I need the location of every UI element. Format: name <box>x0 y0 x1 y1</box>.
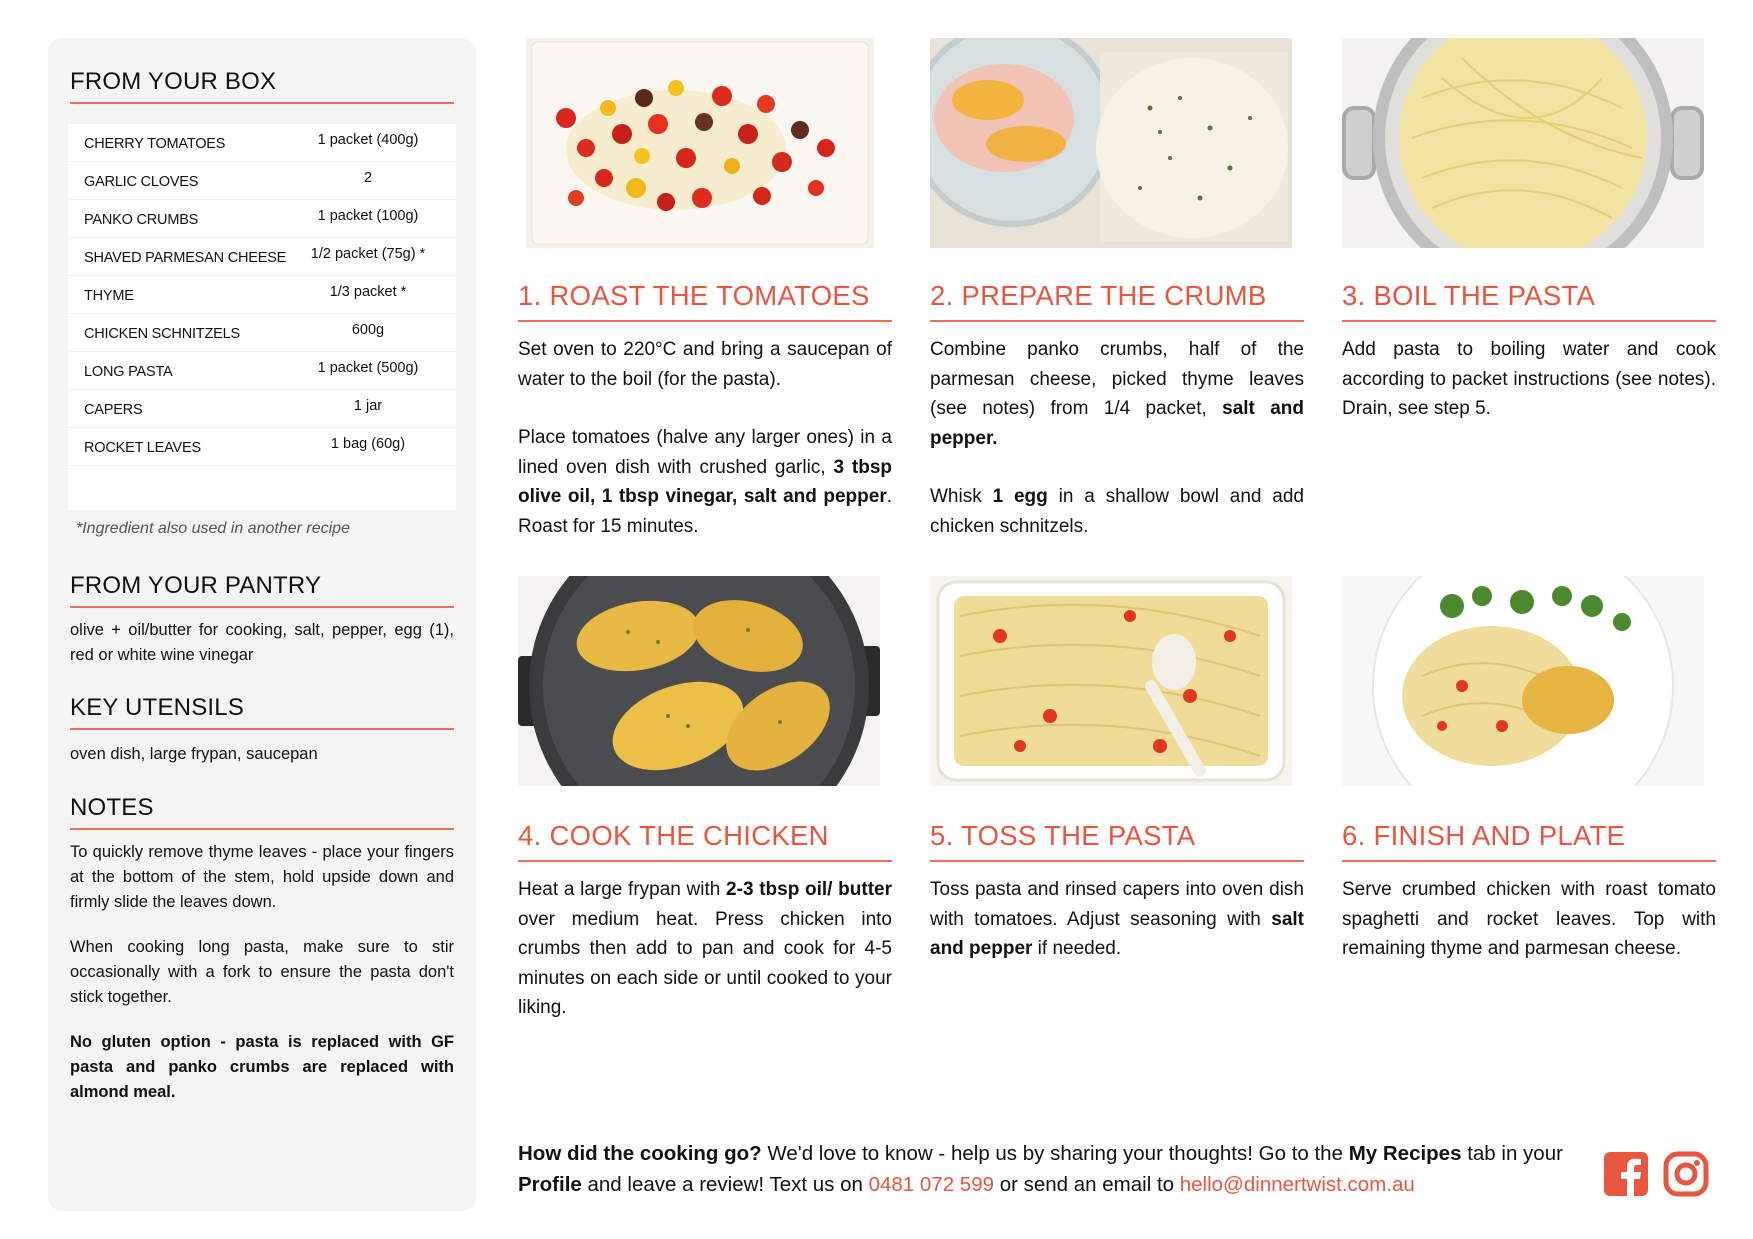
ingredient-row <box>68 124 456 162</box>
notes-body <box>70 840 454 1125</box>
step-2-body <box>930 335 1304 570</box>
step-5-body <box>930 875 1304 993</box>
step-1-para-1: Set oven to 220°C and bring a saucepan of water to the boil (for the pasta). <box>518 339 892 390</box>
pantry-title: FROM YOUR PANTRY <box>70 572 454 608</box>
feedback-footer: How did the cooking go? We'd love to know - help us by sharing your thoughts! Go to the My Recipes tab in your Profile and leave a review! Text us on 0481 072 599 or send an email to hello@dinnertwist.com.au <box>518 1142 1563 1196</box>
utensils-title: KEY UTENSILS <box>70 694 454 730</box>
pasta-pot-photo <box>1342 38 1704 248</box>
ingredient-qty: 1 packet (400g) <box>317 132 419 148</box>
step-3-body <box>1342 335 1716 453</box>
instagram-icon[interactable] <box>1662 1150 1712 1200</box>
footer-question: How did the cooking go? <box>518 1142 762 1165</box>
ingredient-row <box>68 428 456 466</box>
ingredient-name: CHICKEN SCHNITZELS <box>84 326 240 342</box>
pantry-text: olive + oil/butter for cooking, salt, pepper, egg (1), red or white wine vinegar <box>70 621 454 664</box>
ingredient-name: GARLIC CLOVES <box>84 174 199 190</box>
ingredient-qty: 1 bag (60g) <box>330 436 406 452</box>
ingredient-footnote: *Ingredient also used in another recipe <box>76 520 350 537</box>
ingredient-name: PANKO CRUMBS <box>84 212 199 228</box>
pasta-oven-dish-photo <box>930 576 1292 786</box>
ingredient-qty: 1 jar <box>353 398 383 414</box>
email-link[interactable]: hello@dinnertwist.com.au <box>1179 1173 1415 1196</box>
step-4-title: 4. COOK THE CHICKEN <box>518 820 892 862</box>
step-6-body <box>1342 875 1716 993</box>
step-3-title: 3. BOIL THE PASTA <box>1342 280 1716 322</box>
ingredient-qty: 1/2 packet (75g) * <box>310 246 426 262</box>
step-6-title: 6. FINISH AND PLATE <box>1342 820 1716 862</box>
plated-dish-photo <box>1342 576 1704 786</box>
ingredient-qty: 1 packet (100g) <box>317 208 419 224</box>
crumbed-chicken-frypan-photo <box>518 576 880 786</box>
profile-label: Profile <box>518 1173 582 1196</box>
ingredient-row <box>68 238 456 276</box>
ingredient-name: CHERRY TOMATOES <box>84 136 226 152</box>
ingredient-row <box>68 314 456 352</box>
step-2-para-1: Combine panko crumbs, half of the parmesan cheese, picked thyme leaves (see notes) from 1/4 packet, salt and pepper. <box>930 339 1304 449</box>
ingredient-name: LONG PASTA <box>84 364 173 380</box>
step-1-title: 1. ROAST THE TOMATOES <box>518 280 892 322</box>
ingredient-name: THYME <box>84 288 134 304</box>
utensils-text: oven dish, large frypan, saucepan <box>70 745 318 763</box>
ingredient-name: ROCKET LEAVES <box>84 440 201 456</box>
ingredient-row <box>68 200 456 238</box>
phone-link[interactable]: 0481 072 599 <box>868 1173 994 1196</box>
ingredient-row <box>68 390 456 428</box>
note-item: To quickly remove thyme leaves - place your fingers at the bottom of the stem, hold upside down and firmly slide the leaves down. <box>70 843 454 911</box>
note-item: No gluten option - pasta is replaced with GF pasta and panko crumbs are replaced with almond meal. <box>70 1033 454 1101</box>
facebook-icon[interactable] <box>1602 1150 1652 1200</box>
ingredient-row <box>68 162 456 200</box>
step-6-para-1: Serve crumbed chicken with roast tomato spaghetti and rocket leaves. Top with remaining thyme and parmesan cheese. <box>1342 879 1716 959</box>
ingredient-row <box>68 276 456 314</box>
step-4-para-1: Heat a large frypan with 2-3 tbsp oil/ butter over medium heat. Press chicken into crumbs then add to pan and cook for 4-5 minutes on each side or until cooked to your liking. <box>518 879 892 1018</box>
ingredient-qty: 2 <box>363 170 373 186</box>
ingredient-qty: 1 packet (500g) <box>317 360 419 376</box>
ingredient-qty: 1/3 packet * <box>329 284 407 300</box>
ingredients-table <box>68 124 456 510</box>
step-5-title: 5. TOSS THE PASTA <box>930 820 1304 862</box>
step-4-body <box>518 875 892 1052</box>
my-recipes-label: My Recipes <box>1348 1142 1462 1165</box>
step-1-para-2: Place tomatoes (halve any larger ones) in a lined oven dish with crushed garlic, 3 tbsp olive oil, 1 tbsp vinegar, salt and pepper. Roast for 15 minutes. <box>518 427 893 537</box>
step-3-para-1: Add pasta to boiling water and cook according to packet instructions (see notes). Drain, see step 5. <box>1342 339 1716 419</box>
step-1-body <box>518 335 892 570</box>
step-2-title: 2. PREPARE THE CRUMB <box>930 280 1304 322</box>
notes-title: NOTES <box>70 794 454 830</box>
box-title: FROM YOUR BOX <box>70 68 454 104</box>
ingredient-qty: 600g <box>351 322 385 338</box>
roasted-cherry-tomatoes-photo <box>526 38 874 248</box>
step-2-para-2: Whisk 1 egg in a shallow bowl and add chicken schnitzels. <box>930 486 1304 537</box>
ingredient-name: SHAVED PARMESAN CHEESE <box>84 250 287 266</box>
step-5-para-1: Toss pasta and rinsed capers into oven dish with tomatoes. Adjust seasoning with salt and pepper if needed. <box>930 879 1304 959</box>
note-item: When cooking long pasta, make sure to stir occasionally with a fork to ensure the pasta don't stick together. <box>70 938 454 1006</box>
ingredient-row <box>68 352 456 390</box>
chicken-egg-crumb-photo <box>930 38 1292 248</box>
ingredient-name: CAPERS <box>84 402 143 418</box>
ingredients-panel <box>48 38 476 1211</box>
